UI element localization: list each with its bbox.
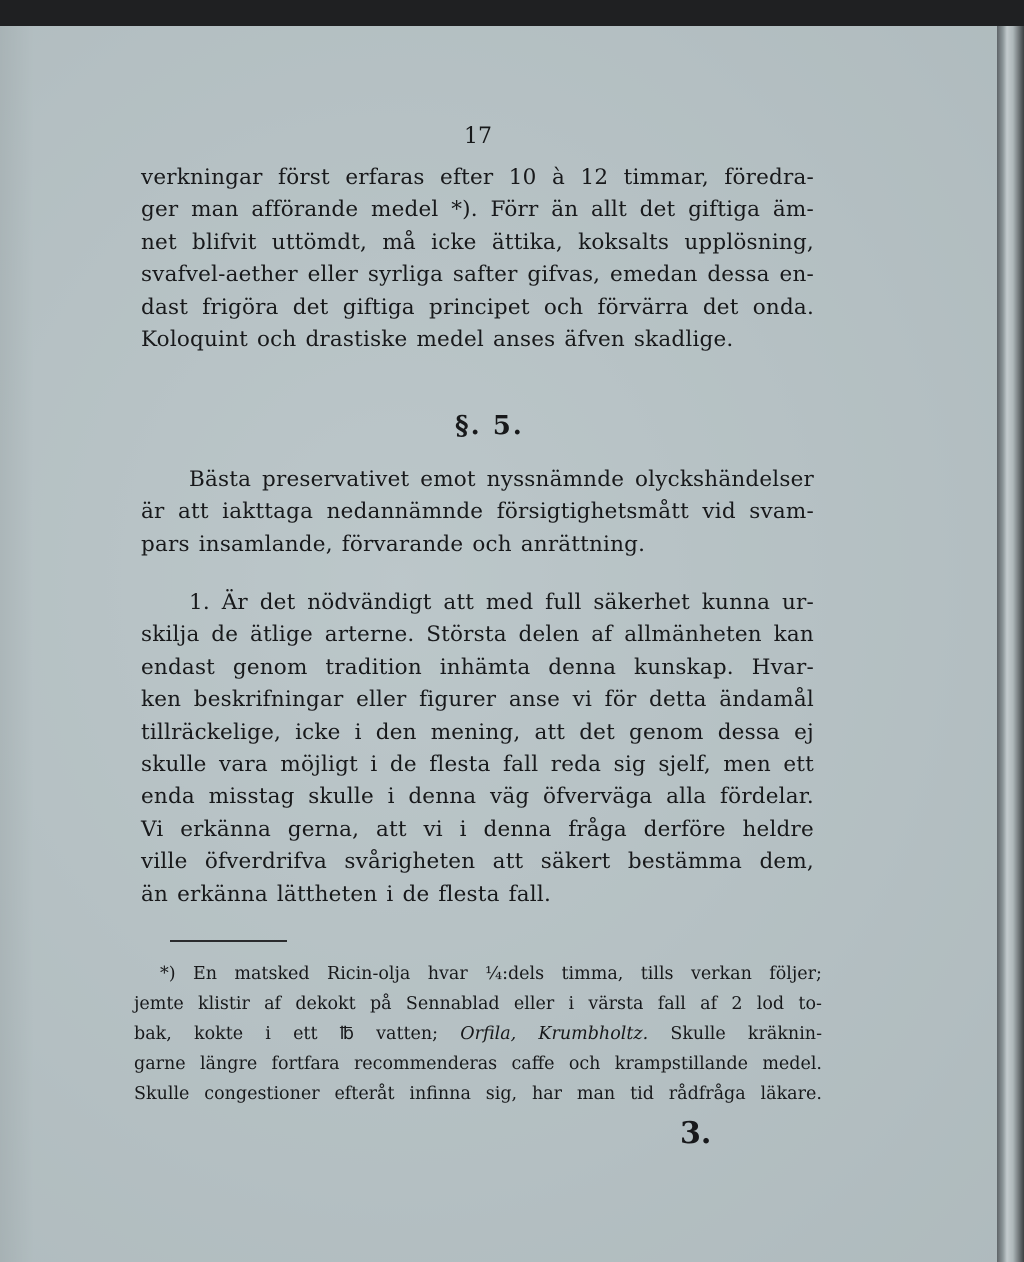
word: att <box>443 590 475 615</box>
word: skulle <box>141 751 207 777</box>
word: Skulle <box>670 1024 726 1044</box>
word: förvarande <box>341 531 464 557</box>
word: caffe <box>511 1054 555 1074</box>
word: hvar <box>427 964 468 984</box>
word: frigöra <box>202 294 279 320</box>
word: klistir <box>198 994 250 1014</box>
word: tillräckelige, <box>141 719 282 745</box>
word: delen <box>518 622 580 648</box>
word: dast <box>141 294 189 320</box>
word: kokte <box>193 1024 244 1044</box>
word: vara <box>219 751 268 777</box>
word: erkänna <box>180 816 271 842</box>
word: denna <box>483 816 552 842</box>
word: i <box>459 816 467 842</box>
word: skulle <box>308 784 374 810</box>
text-line <box>141 749 814 781</box>
word: misstag <box>208 784 295 810</box>
text-line <box>141 846 814 878</box>
word: figurer <box>419 687 497 713</box>
word: svafvel-aether <box>141 262 298 288</box>
word: net <box>141 229 177 255</box>
word: verkan <box>690 964 752 984</box>
word: Vi <box>141 816 164 842</box>
word: i <box>386 881 394 907</box>
word: och <box>568 1054 601 1074</box>
word: matsked <box>234 964 310 984</box>
word: iakttaga <box>222 499 314 525</box>
word: sjelf, <box>658 751 711 777</box>
word: svam- <box>749 499 814 525</box>
word: kräknin- <box>747 1024 822 1044</box>
word: det <box>259 590 296 615</box>
word: anses <box>492 326 556 352</box>
text-line <box>141 781 814 813</box>
word: onda. <box>752 294 814 320</box>
footnote <box>134 959 822 1109</box>
word: full <box>545 590 582 615</box>
word: endast <box>141 654 216 680</box>
word: lod <box>756 994 785 1014</box>
word: och <box>257 326 297 352</box>
word: Är <box>221 590 248 615</box>
word: ett <box>293 1024 318 1044</box>
word: genom <box>628 719 704 745</box>
section-heading: §. 5. <box>455 411 524 441</box>
word: att <box>534 719 566 745</box>
word: reda <box>550 751 602 777</box>
word: bestämma <box>627 849 743 875</box>
word: Ricin-olja <box>327 964 411 984</box>
word: föredra- <box>724 165 814 190</box>
word: ett <box>783 751 814 777</box>
word: läkare. <box>760 1084 822 1104</box>
word: tills <box>640 964 674 984</box>
word: syrliga <box>367 262 444 288</box>
word: följer; <box>769 964 822 984</box>
word: anse <box>508 687 561 713</box>
word: att <box>177 499 209 525</box>
word: Hvar- <box>751 654 814 680</box>
word: gerna, <box>287 816 360 842</box>
word: krampstillande <box>614 1054 749 1074</box>
word: 2 <box>731 994 743 1014</box>
word: bak, <box>134 1024 172 1044</box>
word: recommenderas <box>353 1054 498 1074</box>
word: vi <box>423 816 443 842</box>
word: jemte <box>134 994 184 1014</box>
word: Skulle <box>134 1084 190 1104</box>
word: congestioner <box>204 1084 320 1104</box>
paragraph-2 <box>141 464 814 561</box>
word: man <box>576 1084 616 1104</box>
word: ger <box>141 197 179 223</box>
word: säkerhet <box>593 590 691 615</box>
word: af <box>591 622 613 648</box>
text-line <box>141 464 814 496</box>
word: fall <box>502 751 539 777</box>
word: att <box>375 816 407 842</box>
word: safter <box>452 262 518 288</box>
word: det <box>639 197 676 223</box>
word: timmar, <box>623 165 709 190</box>
word: de <box>211 622 239 648</box>
word: än <box>551 197 579 223</box>
word: giftiga <box>342 294 415 320</box>
word: öfverdrifva <box>204 849 327 875</box>
word: 1. <box>189 590 210 615</box>
word: kunna <box>701 590 771 615</box>
word: rådfråga <box>668 1084 746 1104</box>
text-line <box>141 619 814 651</box>
word: men <box>723 751 771 777</box>
word: ej <box>794 719 814 745</box>
word: Förr <box>490 197 539 223</box>
word: detta <box>649 687 707 713</box>
footnote-line <box>134 959 822 989</box>
word: ℔ <box>339 1024 354 1044</box>
word: principet <box>429 294 530 320</box>
word: af <box>700 994 718 1014</box>
word: arterne. <box>324 622 415 648</box>
word: afförande <box>251 197 359 223</box>
word: 10 <box>508 165 537 190</box>
word: vid <box>702 499 736 525</box>
word: Orfila, <box>460 1024 517 1044</box>
footnote-line <box>134 1049 822 1079</box>
word: giftiga <box>688 197 761 223</box>
text-line <box>141 587 814 619</box>
footnote-line <box>134 1079 822 1109</box>
footnote-line <box>134 989 822 1019</box>
word: flesta <box>438 881 500 907</box>
word: på <box>369 994 392 1014</box>
word: efteråt <box>334 1084 395 1104</box>
word: i <box>568 994 575 1014</box>
word: en- <box>779 262 814 288</box>
word: det <box>579 719 615 745</box>
word: alla <box>666 784 707 810</box>
word: fråga <box>568 816 627 842</box>
word: kan <box>773 622 814 648</box>
word: koksalts <box>578 229 670 255</box>
word: att <box>492 849 524 875</box>
word: Största <box>426 622 507 648</box>
word: möjligt <box>280 751 358 777</box>
word: ättika, <box>491 229 563 255</box>
word: infinna <box>409 1084 471 1104</box>
word: värsta <box>588 994 644 1014</box>
word: uttömdt, <box>271 229 368 255</box>
word: fördelar. <box>720 784 814 810</box>
word: i <box>265 1024 271 1044</box>
word: dekokt <box>295 994 356 1014</box>
word: försigtighetsmått <box>496 499 689 525</box>
word: derföre <box>643 816 726 842</box>
word: medel <box>371 197 439 223</box>
text-line <box>141 324 814 356</box>
text-line <box>141 652 814 684</box>
word: ken <box>141 687 182 713</box>
word: äfven <box>564 326 625 352</box>
word: à <box>551 165 566 190</box>
word: allt <box>590 197 627 223</box>
word: preservativet <box>262 467 410 492</box>
word: nödvändigt <box>307 590 432 615</box>
word: nyssnämnde <box>486 467 625 492</box>
word: med <box>485 590 534 615</box>
word: det <box>702 294 739 320</box>
word: Sennablad <box>405 994 500 1014</box>
word: dem, <box>759 849 814 875</box>
word: ville <box>141 849 188 875</box>
word: af <box>264 994 282 1014</box>
word: upplösning, <box>684 229 814 255</box>
word: Krumbholtz. <box>538 1024 649 1044</box>
word: drastiske <box>305 326 408 352</box>
word: i <box>354 719 362 745</box>
word: fortfara <box>271 1054 340 1074</box>
word: ändamål <box>719 687 814 713</box>
word: tradition <box>325 654 422 680</box>
word: emot <box>420 467 476 492</box>
text-line <box>141 684 814 716</box>
word: den <box>375 719 417 745</box>
word: blifvit <box>192 229 257 255</box>
word: eller <box>356 687 407 713</box>
word: kunskap. <box>634 654 734 680</box>
footnote-rule <box>170 940 287 942</box>
word: denna <box>408 784 477 810</box>
text-line <box>141 814 814 846</box>
word: gifvas, <box>527 262 601 288</box>
text-line <box>141 259 814 291</box>
text-line <box>141 162 814 194</box>
word: tid <box>630 1084 654 1104</box>
word: sig, <box>485 1084 518 1104</box>
text-line <box>141 717 814 749</box>
paragraph-1 <box>141 162 814 356</box>
word: *). <box>451 197 478 223</box>
word: fall. <box>508 881 551 907</box>
word: må <box>382 229 416 255</box>
word: emedan <box>610 262 698 288</box>
word: flesta <box>429 751 491 777</box>
word: medel <box>416 326 484 352</box>
word: anrättning. <box>520 531 646 557</box>
word: sig <box>613 751 646 777</box>
word: har <box>531 1084 563 1104</box>
word: fall <box>657 994 686 1014</box>
word: och <box>543 294 584 320</box>
word: och <box>472 531 512 557</box>
word: mening, <box>430 719 521 745</box>
word: enda <box>141 784 195 810</box>
word: to- <box>798 994 822 1014</box>
word: ur- <box>781 590 814 615</box>
word: *) <box>160 964 176 984</box>
word: Bästa <box>189 467 252 492</box>
word: än <box>141 881 169 907</box>
word: skilja <box>141 622 200 648</box>
word: äm- <box>772 197 814 223</box>
word: svårigheten <box>344 849 476 875</box>
word: insamlande, <box>198 531 333 557</box>
word: vi <box>572 687 593 713</box>
word: beskrifningar <box>193 687 344 713</box>
gutter-shadow <box>0 26 34 1262</box>
word: vatten; <box>376 1024 439 1044</box>
word: efter <box>440 165 494 190</box>
word: är <box>141 499 165 525</box>
word: erkänna <box>177 881 268 907</box>
word: ¼:dels <box>485 964 545 984</box>
page-edge <box>997 26 1024 1262</box>
word: säkert <box>540 849 611 875</box>
word: dessa <box>707 262 770 288</box>
word: icke <box>295 719 341 745</box>
word: ätlige <box>249 622 313 648</box>
word: pars <box>141 531 190 557</box>
word: Koloquint <box>141 326 249 352</box>
word: förvärra <box>597 294 689 320</box>
word: dessa <box>717 719 781 745</box>
catchword: 3. <box>680 1116 712 1151</box>
word: icke <box>431 229 477 255</box>
word: öfverväga <box>543 784 653 810</box>
word: timma, <box>561 964 624 984</box>
word: i <box>387 784 395 810</box>
word: En <box>192 964 218 984</box>
word: olyckshändelser <box>635 467 814 492</box>
page-number: 17 <box>464 124 492 149</box>
text-line <box>141 292 814 324</box>
word: garne <box>134 1054 186 1074</box>
word: man <box>191 197 239 223</box>
word: i <box>370 751 378 777</box>
word: heldre <box>742 816 814 842</box>
text-line <box>141 879 814 911</box>
word: det <box>292 294 329 320</box>
word: inhämta <box>439 654 531 680</box>
text-line <box>141 194 814 226</box>
text-line <box>141 529 814 561</box>
word: medel. <box>762 1054 822 1074</box>
word: de <box>402 881 430 907</box>
word: för <box>604 687 637 713</box>
word: 12 <box>580 165 609 190</box>
word: erfaras <box>345 165 425 190</box>
word: först <box>278 165 330 190</box>
word: genom <box>232 654 308 680</box>
footnote-line <box>134 1019 822 1049</box>
word: längre <box>199 1054 258 1074</box>
word: allmänheten <box>624 622 762 648</box>
word: verkningar <box>141 165 263 190</box>
word: denna <box>548 654 617 680</box>
word: skadlige. <box>633 326 734 352</box>
paragraph-3 <box>141 587 814 911</box>
word: lättheten <box>276 881 378 907</box>
word: de <box>389 751 417 777</box>
book-page <box>0 26 997 1262</box>
word: eller <box>513 994 555 1014</box>
text-line <box>141 227 814 259</box>
word: nedannämnde <box>326 499 484 525</box>
word: eller <box>307 262 359 288</box>
word: väg <box>490 784 530 810</box>
text-line <box>141 496 814 528</box>
